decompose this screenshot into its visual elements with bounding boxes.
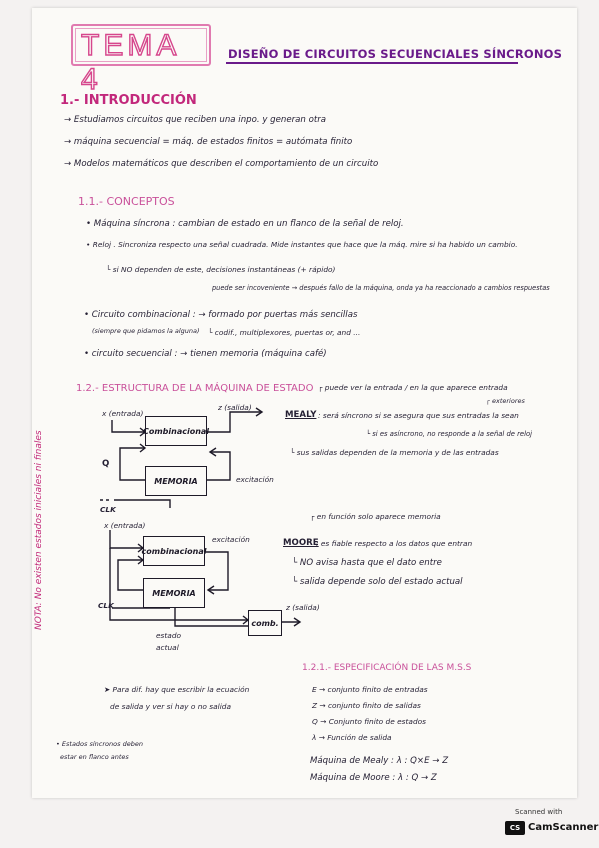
d2-comb-label: comb. [251,618,279,628]
concept-combinacional: • Circuito combinacional : → formado por puertas más sencillas [84,310,358,320]
d2-excitacion-label: excitación [212,535,250,544]
intro-line-1: → Estudiamos circuitos que reciben una inpo. y generan otra [64,115,327,125]
concept-secuencial: • circuito secuencial : → tienen memoria (máquina café) [84,349,327,359]
d2-memoria-box [143,578,205,608]
concept-puede-ser: puede ser incoveniente → después fallo de la máquina, onda ya ha reaccionado a cambios respuestas [212,284,550,292]
mealy-label: MEALY [285,410,317,420]
moore-label: MOORE [283,538,319,548]
concept-reloj: • Reloj . Sincroniza respecto una señal cuadrada. Mide instantes que hace que la máq. mire si ha habido un cambio. [86,240,518,249]
page-subtitle: DISEÑO DE CIRCUITOS SECUENCIALES SÍNCRONOS [228,47,563,61]
spec-item-z: Z → conjunto finito de salidas [312,701,421,710]
d2-actual-label: actual [156,643,179,652]
moore-line-3: └ salida depende solo del estado actual [292,577,463,587]
mealy-line-2: └ si es asíncrono, no responde a la señal de reloj [366,430,533,438]
page-title: TEMA 4 [81,29,179,96]
d1-combinacional-box [142,416,210,446]
d2-input-arrow [110,530,143,548]
d2-z-label: z (salida) [286,603,320,612]
d2-excitation [205,552,228,590]
d2-memoria-label: MEMORIA [152,588,196,598]
moore-line-1: : es fiable respecto a los datos que entran [316,539,473,548]
d1-combinacional-label: Combinacional [142,426,210,436]
moore-top: ┌ en función solo aparece memoria [310,512,441,521]
scanned-with-label: Scanned with [515,808,563,816]
d1-feedback [207,452,230,480]
spec-item-e: E → conjunto finito de entradas [312,685,428,694]
concept-combinacional-2: └ codif., multiplexores, puertas or, and ... [208,328,361,337]
spec-moore-function: Máquina de Moore : λ : Q → Z [310,773,437,783]
concept-combinacional-note: (siempre que pidamos la alguna) [92,327,200,335]
tip-line-2: de salida y ver si hay o no salida [110,702,231,711]
intro-line-2: → máquina secuencial = máq. de estados finitos = autómata finito [64,137,353,147]
footnote-line-1: • Estados síncronos deben [56,740,143,748]
concept-maquina-sincrona: • Máquina síncrona : cambian de estado en un flanco de la señal de reloj. [86,219,404,229]
spec-heading: 1.2.1.- ESPECIFICACIÓN DE LAS M.S.S [302,663,472,673]
d1-clk-label: CLK [100,505,116,514]
footnote-line-2: estar en flanco antes [60,753,129,761]
d1-state-feedback [120,448,145,480]
mealy-line-1: : será síncrono si se asegura que sus entradas la sean [318,411,519,420]
d2-comb-box [248,610,282,636]
structure-heading: 1.2.- ESTRUCTURA DE LA MÁQUINA DE ESTADO [76,383,314,394]
moore-line-2: └ NO avisa hasta que el dato entre [292,558,442,568]
mealy-line-3: └ sus salidas dependen de la memoria y de las entradas [290,448,499,457]
tip-line-1: ➤ Para dif. hay que escribir la ecuación [104,685,250,694]
d1-memoria-box [145,466,207,496]
d2-combinacional-box [143,536,205,566]
mealy-top-1: ┌ puede ver la entrada / en la que aparece entrada [318,383,508,392]
d1-output-line [207,412,262,432]
concept-no-depende: └ si NO dependen de este, decisiones instantáneas (+ rápido) [106,265,336,274]
d1-z-label: z (salida) [218,403,252,412]
spec-item-lambda: λ → Función de salida [312,733,392,742]
mealy-top-2: ┌ exteriores [486,397,525,405]
intro-heading: 1.- INTRODUCCIÓN [60,93,197,108]
d1-excitacion-label: excitación [236,475,274,484]
side-note: NOTA: No existen estados iniciales ni finales [34,430,44,630]
camscanner-badge [501,808,599,841]
concepts-heading: 1.1.- CONCEPTOS [78,195,175,208]
d1-memoria-label: MEMORIA [154,476,198,486]
d2-x-label: x (entrada) [104,521,146,530]
spec-mealy-function: Máquina de Mealy : λ : Q×E → Z [310,756,449,766]
d2-estado-label: estado [156,631,182,640]
d1-q-label: Q [102,459,110,469]
d1-input-arrow [112,420,145,432]
d2-clk-label: CLK [98,601,114,610]
camscanner-logo-icon: CS [505,821,525,835]
camscanner-name: CamScanner [528,822,599,833]
spec-item-q: Q → Conjunto finito de estados [312,717,427,726]
d1-x-label: x (entrada) [102,409,144,418]
d2-combinacional-label: combinacional [141,546,207,556]
intro-line-3: → Modelos matemáticos que describen el comportamiento de un circuito [64,159,379,169]
